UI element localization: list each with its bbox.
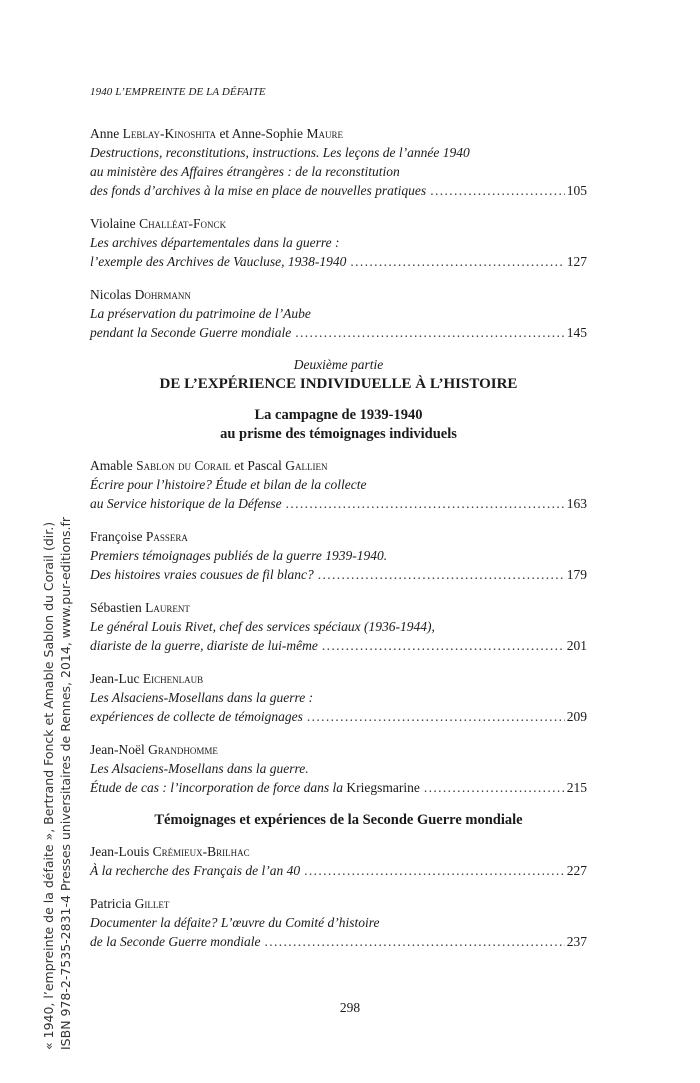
entry-title-last-line bbox=[90, 252, 587, 271]
entry-title-fragment: au Service historique de la Défense bbox=[90, 496, 282, 511]
entry-page-number: 145 bbox=[566, 325, 587, 340]
entry-author bbox=[90, 214, 587, 233]
author-name: Patricia bbox=[90, 896, 135, 911]
dot-leader bbox=[318, 565, 565, 584]
dot-leader bbox=[295, 323, 565, 342]
entry-page-number: 227 bbox=[566, 863, 587, 878]
sidebar-line: ISBN 978-2-7535-2831-4 Presses universitaires de Rennes, 2014, www.pur-editions.fr bbox=[58, 516, 73, 1050]
entry-page-number: 201 bbox=[566, 638, 587, 653]
entry-title-text bbox=[90, 565, 314, 584]
entry-title-last-line bbox=[90, 707, 587, 726]
toc-entry bbox=[90, 456, 587, 513]
author-name: Anne bbox=[90, 126, 123, 141]
entry-page-number: 105 bbox=[566, 183, 587, 198]
entry-title-fragment: expériences de collecte de témoignages bbox=[90, 709, 303, 724]
author-name: Amable bbox=[90, 458, 137, 473]
sidebar-line: « 1940, l’empreinte de la défaite », Bertrand Fonck et Amable Sablon du Corail (dir.) bbox=[41, 521, 56, 1050]
entry-title-fragment: de la Seconde Guerre mondiale bbox=[90, 934, 261, 949]
entry-title-line: au ministère des Affaires étrangères : de la reconstitution bbox=[90, 164, 400, 179]
copyright-sidebar bbox=[40, 490, 74, 1050]
entry-title-last-line bbox=[90, 323, 587, 342]
section-title-testimonies: Témoignages et expériences de la Seconde Guerre mondiale bbox=[154, 812, 523, 828]
entry-title-text bbox=[90, 323, 291, 342]
running-header: 1940 L’EMPREINTE DE LA DÉFAITE bbox=[90, 86, 266, 98]
entry-title-text bbox=[90, 707, 303, 726]
author-name: Sébastien bbox=[90, 600, 146, 615]
entry-title-fragment: des fonds d’archives à la mise en place de nouvelles pratiques bbox=[90, 183, 427, 198]
author-surname: Leblay-Kinoshita bbox=[122, 126, 217, 141]
entry-title-last-line bbox=[90, 565, 587, 584]
toc-group-section2 bbox=[90, 842, 587, 951]
author-name: et Anne-Sophie bbox=[216, 126, 307, 141]
entry-title-last-line bbox=[90, 861, 587, 880]
entry-title-line: Écrire pour l’histoire? Étude et bilan de la collecte bbox=[90, 477, 367, 492]
entry-title-line: La préservation du patrimoine de l’Aube bbox=[90, 306, 311, 321]
author-name: et Pascal bbox=[230, 458, 286, 473]
entry-title-upright: Kriegsmarine bbox=[342, 780, 420, 795]
author-surname: Laurent bbox=[145, 600, 190, 615]
entry-title-fragment: À la recherche des Français de l’an 40 bbox=[90, 863, 301, 878]
dot-leader bbox=[322, 636, 565, 655]
toc-entry bbox=[90, 740, 587, 797]
entry-author bbox=[90, 598, 587, 617]
entry-page-number: 215 bbox=[566, 780, 587, 795]
entry-author bbox=[90, 894, 587, 913]
dot-leader bbox=[424, 778, 565, 797]
author-name: Françoise bbox=[90, 529, 146, 544]
dot-leader bbox=[264, 932, 564, 951]
section-title-line: au prisme des témoignages individuels bbox=[220, 426, 457, 442]
part-title: DE L’EXPÉRIENCE INDIVIDUELLE À L’HISTOIRE bbox=[159, 376, 518, 392]
author-surname: Passera bbox=[145, 529, 188, 544]
toc-entry bbox=[90, 669, 587, 726]
toc-entry bbox=[90, 598, 587, 655]
entry-title-line: Premiers témoignages publiés de la guerre 1939-1940. bbox=[90, 548, 388, 563]
author-name: Jean-Luc bbox=[90, 671, 143, 686]
toc-entry bbox=[90, 214, 587, 271]
entry-author bbox=[90, 669, 587, 688]
entry-page-number: 127 bbox=[566, 254, 587, 269]
author-surname: Gallien bbox=[285, 458, 328, 473]
toc-entry bbox=[90, 527, 587, 584]
author-name: Jean-Louis bbox=[90, 844, 153, 859]
dot-leader bbox=[430, 181, 565, 200]
entry-page-number: 179 bbox=[566, 567, 587, 582]
dot-leader bbox=[304, 861, 565, 880]
entry-title-fragment: Étude de cas : l’incorporation de force dans la bbox=[90, 780, 343, 795]
author-surname: Maure bbox=[306, 126, 343, 141]
entry-title-fragment: l’exemple des Archives de Vaucluse, 1938-1940 bbox=[90, 254, 347, 269]
entry-title-line: Les archives départementales dans la guerre : bbox=[90, 235, 340, 250]
author-surname: Grandhomme bbox=[148, 742, 218, 757]
toc-entry bbox=[90, 894, 587, 951]
page-number: 298 bbox=[339, 1000, 361, 1015]
entry-author bbox=[90, 456, 587, 475]
dot-leader bbox=[286, 494, 565, 513]
entry-author bbox=[90, 285, 587, 304]
toc-entry bbox=[90, 124, 587, 200]
entry-author bbox=[90, 842, 587, 861]
entry-title-text bbox=[90, 252, 346, 271]
entry-title-text bbox=[90, 932, 260, 951]
author-surname: Eichenlaub bbox=[142, 671, 204, 686]
entry-title-text bbox=[90, 778, 420, 797]
entry-title-text bbox=[90, 494, 282, 513]
table-of-contents bbox=[90, 124, 587, 965]
author-surname: Sablon du Corail bbox=[136, 458, 231, 473]
entry-title-text bbox=[90, 181, 426, 200]
dot-leader bbox=[350, 252, 564, 271]
toc-entry bbox=[90, 842, 587, 880]
author-surname: Gillet bbox=[134, 896, 170, 911]
entry-page-number: 209 bbox=[566, 709, 587, 724]
entry-author bbox=[90, 740, 587, 759]
author-name: Violaine bbox=[90, 216, 140, 231]
entry-title-line: Documenter la défaite? L’œuvre du Comité d’histoire bbox=[90, 915, 380, 930]
toc-group-section1 bbox=[90, 456, 587, 797]
entry-title-line: Les Alsaciens-Mosellans dans la guerre. bbox=[90, 761, 309, 776]
section-title-line: La campagne de 1939-1940 bbox=[254, 407, 423, 423]
entry-author bbox=[90, 527, 587, 546]
part-label: Deuxième partie bbox=[293, 357, 384, 372]
author-surname: Crémieux-Brilhac bbox=[152, 844, 250, 859]
entry-title-text bbox=[90, 861, 300, 880]
entry-title-line: Le général Louis Rivet, chef des services spéciaux (1936-1944), bbox=[90, 619, 435, 634]
entry-title-text bbox=[90, 636, 318, 655]
entry-title-fragment: diariste de la guerre, diariste de lui-même bbox=[90, 638, 318, 653]
author-name: Jean-Noël bbox=[90, 742, 149, 757]
entry-title-last-line bbox=[90, 932, 587, 951]
toc-group-part1 bbox=[90, 124, 587, 342]
toc-entry bbox=[90, 285, 587, 342]
entry-title-last-line bbox=[90, 778, 587, 797]
entry-title-fragment: Des histoires vraies cousues de fil blanc? bbox=[90, 567, 314, 582]
entry-title-last-line bbox=[90, 181, 587, 200]
entry-page-number: 163 bbox=[566, 496, 587, 511]
entry-title-last-line bbox=[90, 636, 587, 655]
entry-title-line: Destructions, reconstitutions, instructions. Les leçons de l’année 1940 bbox=[90, 145, 470, 160]
entry-title-fragment: pendant la Seconde Guerre mondiale bbox=[90, 325, 292, 340]
entry-author bbox=[90, 124, 587, 143]
section-title-campaign bbox=[90, 406, 587, 444]
author-surname: Dohrmann bbox=[134, 287, 191, 302]
dot-leader bbox=[307, 707, 565, 726]
entry-title-last-line bbox=[90, 494, 587, 513]
entry-page-number: 237 bbox=[566, 934, 587, 949]
entry-title-line: Les Alsaciens-Mosellans dans la guerre : bbox=[90, 690, 314, 705]
author-name: Nicolas bbox=[90, 287, 135, 302]
author-surname: Challéat-Fonck bbox=[139, 216, 227, 231]
